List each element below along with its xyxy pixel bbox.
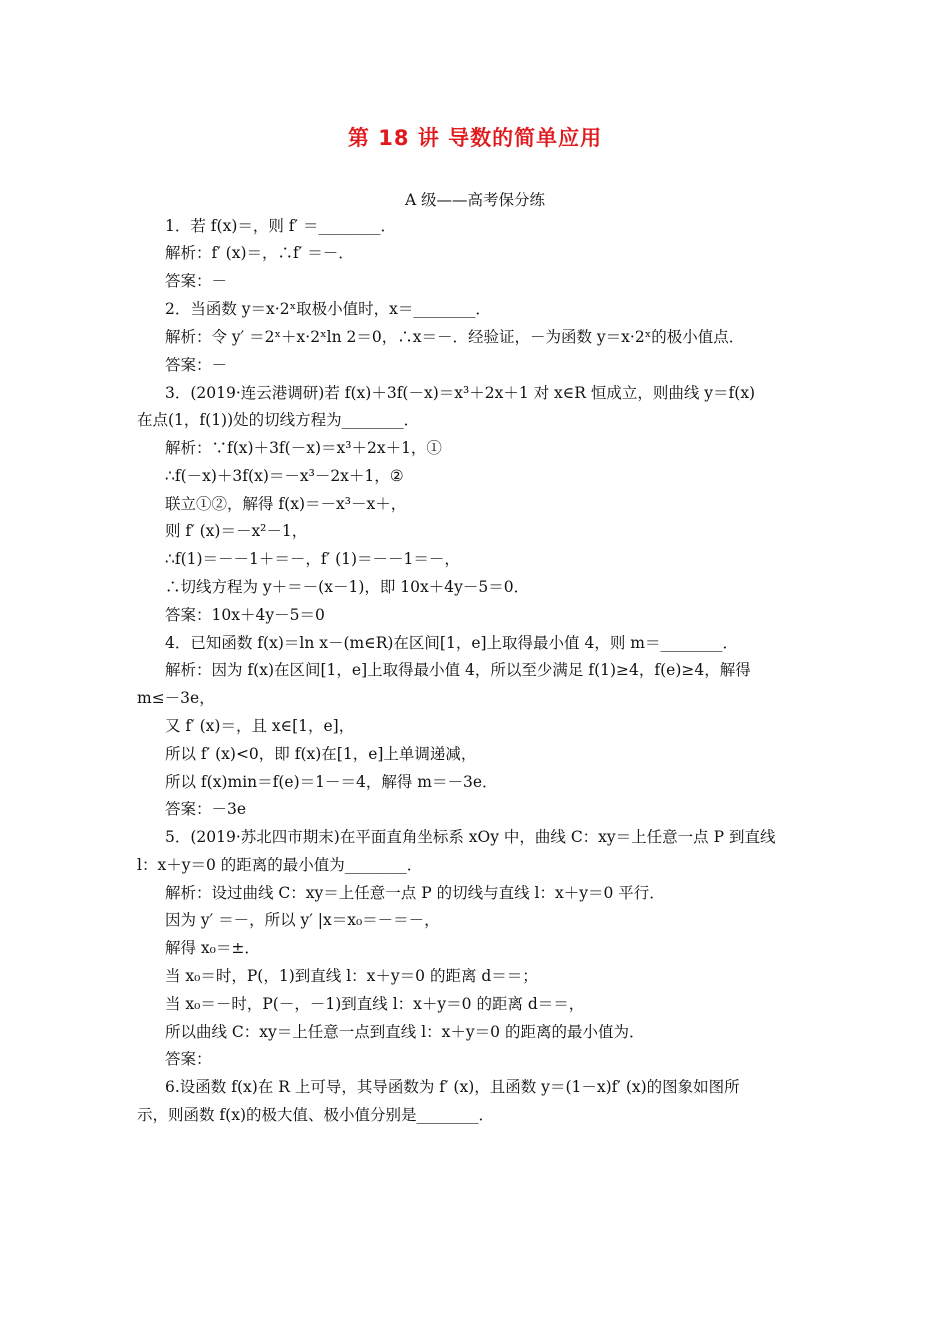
text-line: 答案：－ [165,272,228,290]
section-heading: A 级——高考保分练 [404,191,546,209]
text-line: 答案：－ [165,356,228,374]
text-line: 联立①②，解得 f(x)＝－x³－x＋， [165,495,407,513]
text-line: 答案： [165,1050,212,1068]
text-line: 当 x₀＝－时，P(－，－1)到直线 l：x＋y＝0 的距离 d＝＝， [165,995,585,1013]
text-line: ∴切线方程为 y＋＝－(x－1)，即 10x＋4y－5＝0． [165,578,530,596]
text-line: 解得 x₀＝±． [165,939,260,957]
text-line: 解析：设过曲线 C：xy＝上任意一点 P 的切线与直线 l：x＋y＝0 平行． [165,884,665,902]
text-line: 所以 f(x)min＝f(e)＝1－＝4，解得 m＝－3e． [165,773,498,791]
text-line: 示，则函数 f(x)的极大值、极小值分别是________． [137,1106,495,1124]
text-line: 则 f′ (x)＝－x²－1， [165,522,308,540]
page-title: 第 18 讲 导数的简单应用 [347,126,603,150]
text-line: 所以曲线 C：xy＝上任意一点到直线 l：x＋y＝0 的距离的最小值为． [165,1023,645,1041]
text-line: 1．若 f(x)＝，则 f′ ＝________． [165,217,396,235]
text-line: ∴f(1)＝－－1＋＝－，f′ (1)＝－－1＝－， [165,550,460,568]
text-line: 所以 f′ (x)<0，即 f(x)在[1，e]上单调递减， [165,745,477,763]
text-line: 答案：－3e [165,800,247,818]
text-line: 2．当函数 y＝x·2ˣ取极小值时，x＝________． [165,300,491,318]
text-line: 又 f′ (x)＝，且 x∈[1，e]， [165,717,355,735]
text-line: ∴f(－x)＋3f(x)＝－x³－2x＋1，② [165,467,404,485]
text-line: 3．(2019·连云港调研)若 f(x)＋3f(－x)＝x³＋2x＋1 对 x∈R 恒成立，则曲线 y＝f(x) [165,384,756,402]
text-line: 解析：因为 f(x)在区间[1，e]上取得最小值 4，所以至少满足 f(1)≥4，f(e)≥4，解得 [165,661,751,679]
text-line: 6.设函数 f(x)在 R 上可导，其导函数为 f′ (x)，且函数 y＝(1－x)f′ (x)的图象如图所 [165,1078,740,1096]
text-line: 答案：10x＋4y－5＝0 [165,606,325,624]
text-line: 解析：∵f(x)＋3f(－x)＝x³＋2x＋1，① [165,439,442,457]
text-line: 5．(2019·苏北四市期末)在平面直角坐标系 xOy 中，曲线 C：xy＝上任意一点 P 到直线 [165,828,776,846]
text-line: m≤－3e， [137,689,215,707]
text-line: 因为 y′ ＝－，所以 y′ |x＝x₀＝－＝－， [165,911,440,929]
text-line: 当 x₀＝时，P(，1)到直线 l：x＋y＝0 的距离 d＝＝； [165,967,538,985]
text-line: 解析：令 y′ ＝2ˣ＋x·2ˣln 2＝0，∴x＝－．经验证，－为函数 y＝x·2ˣ的极小值点． [165,328,745,346]
text-line: l：x＋y＝0 的距离的最小值为________． [137,856,423,874]
text-line: 解析：f′ (x)＝，∴f′ ＝－． [165,244,354,262]
text-line: 4．已知函数 f(x)＝ln x－(m∈R)在区间[1，e]上取得最小值 4，则 m＝________． [165,634,738,652]
text-line: 在点(1，f(1))处的切线方程为________． [137,411,420,429]
